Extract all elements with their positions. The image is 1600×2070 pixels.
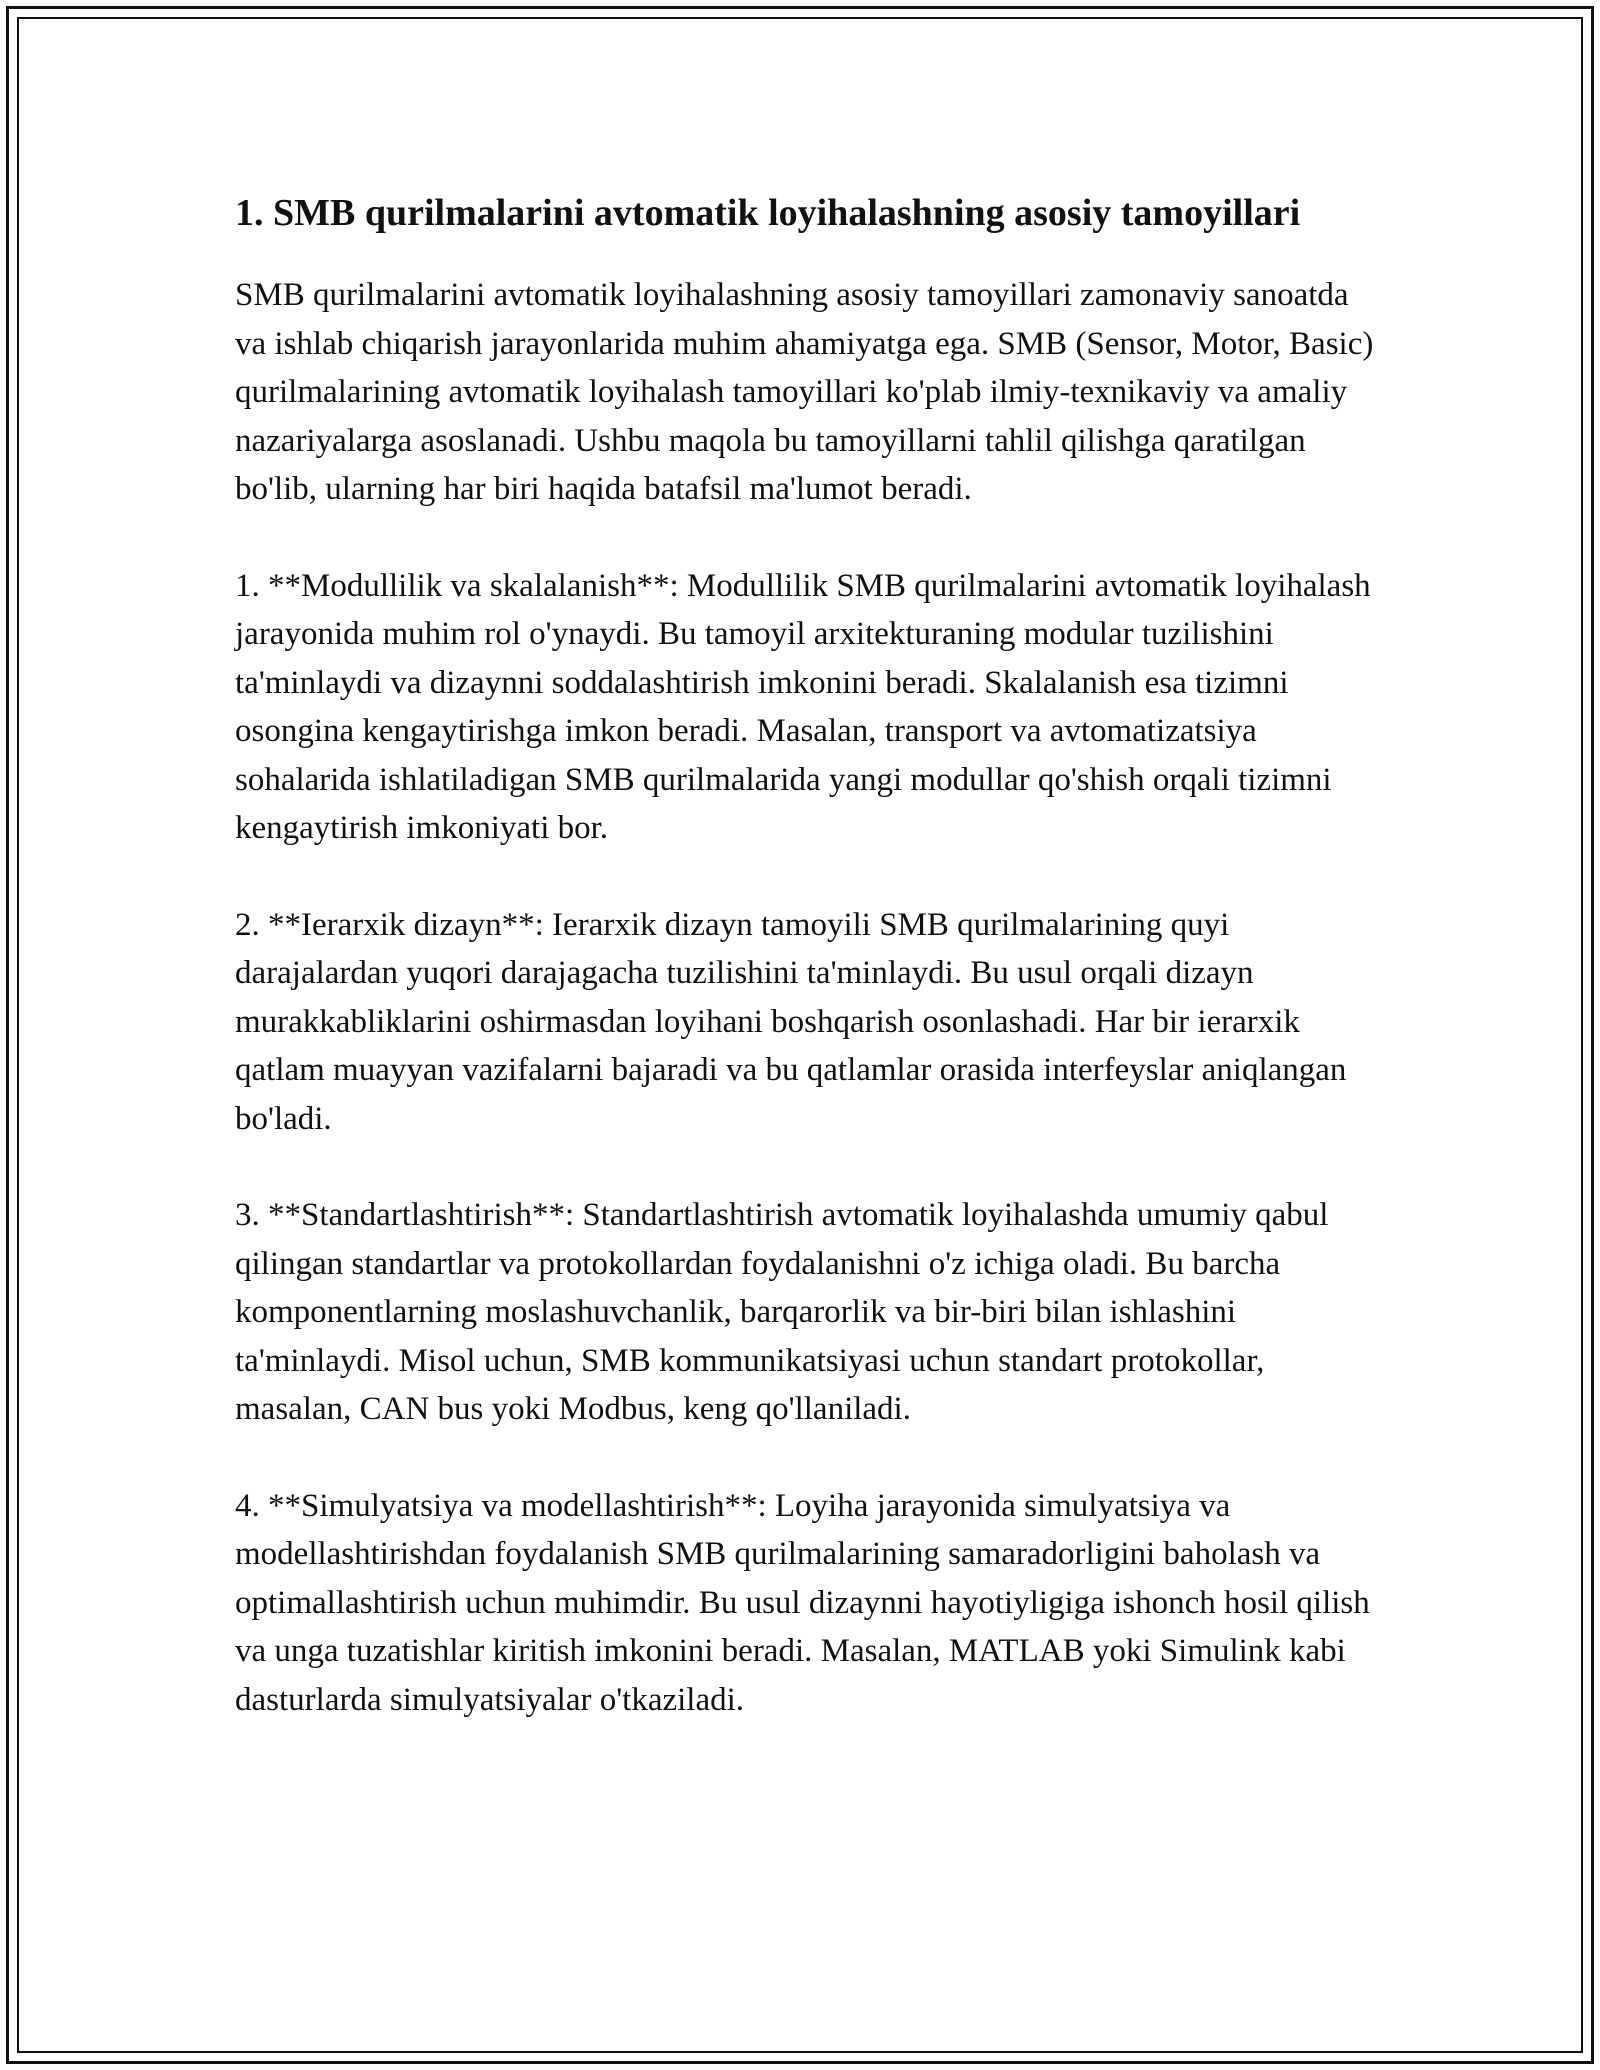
intro-paragraph: SMB qurilmalarini avtomatik loyihalashning asosiy tamoyillari zamonaviy sanoatda va ishlab chiqarish jarayonlarida muhim ahamiyatga ega. SMB (Sensor, Motor, Basic) qurilmalarining avtomatik loyihalash tamoyillari ko'plab ilmiy-texnikaviy va amaliy nazariyalarga asoslanadi. Ushbu maqola bu tamoyillarni tahlil qilishga qaratilgan bo'lib, ularning har biri haqida batafsil ma'lumot beradi. [235, 277, 1374, 507]
document-body [235, 185, 1385, 1772]
list-item-hierarchical-design: 2. **Ierarxik dizayn**: Ierarxik dizayn tamoyili SMB qurilmalarining quyi darajalardan yuqori darajagacha tuzilishini ta'minlaydi. Bu usul orqali dizayn murakkabliklarini oshirmasdan loyihani boshqarish osonlashadi. Har bir ierarxik qatlam muayyan vazifalarni bajaradi va bu qatlamlar orasida interfeyslar aniqlangan bo'ladi. [235, 906, 1347, 1137]
list-item-modularity: 1. **Modullilik va skalalanish**: Modullilik SMB qurilmalarini avtomatik loyihalash jarayonida muhim rol o'ynaydi. Bu tamoyil arxitekturaning modular tuzilishini ta'minlaydi va dizaynni soddalashtirish imkonini beradi. Skalalanish esa tizimni osongina kengaytirishga imkon beradi. Masalan, transport va avtomatizatsiya sohalarida ishlatiladigan SMB qurilmalarida yangi modullar qo'shish orqali tizimni kengaytirish imkoniyati bor. [235, 567, 1371, 846]
list-item-simulation: 4. **Simulyatsiya va modellashtirish**: Loyiha jarayonida simulyatsiya va modellashtirishdan foydalanish SMB qurilmalarining samaradorligini baholash va optimallashtirish uchun muhimdir. Bu usul dizaynni hayotiyligiga ishonch hosil qilish va unga tuzatishlar kiritish imkonini beradi. Masalan, MATLAB yoki Simulink kabi dasturlarda simulyatsiyalar o'tkaziladi. [235, 1487, 1370, 1718]
list-item-standardization: 3. **Standartlashtirish**: Standartlashtirish avtomatik loyihalashda umumiy qabul qilingan standartlar va protokollardan foydalanishni o'z ichiga oladi. Bu barcha komponentlarning moslashuvchanlik, barqarorlik va bir-biri bilan ishlashini ta'minlaydi. Misol uchun, SMB kommunikatsiyasi uchun standart protokollar, masalan, CAN bus yoki Modbus, keng qo'llaniladi. [235, 1197, 1329, 1427]
section-heading: 1. SMB qurilmalarini avtomatik loyihalashning asosiy tamoyillari [235, 192, 1301, 234]
